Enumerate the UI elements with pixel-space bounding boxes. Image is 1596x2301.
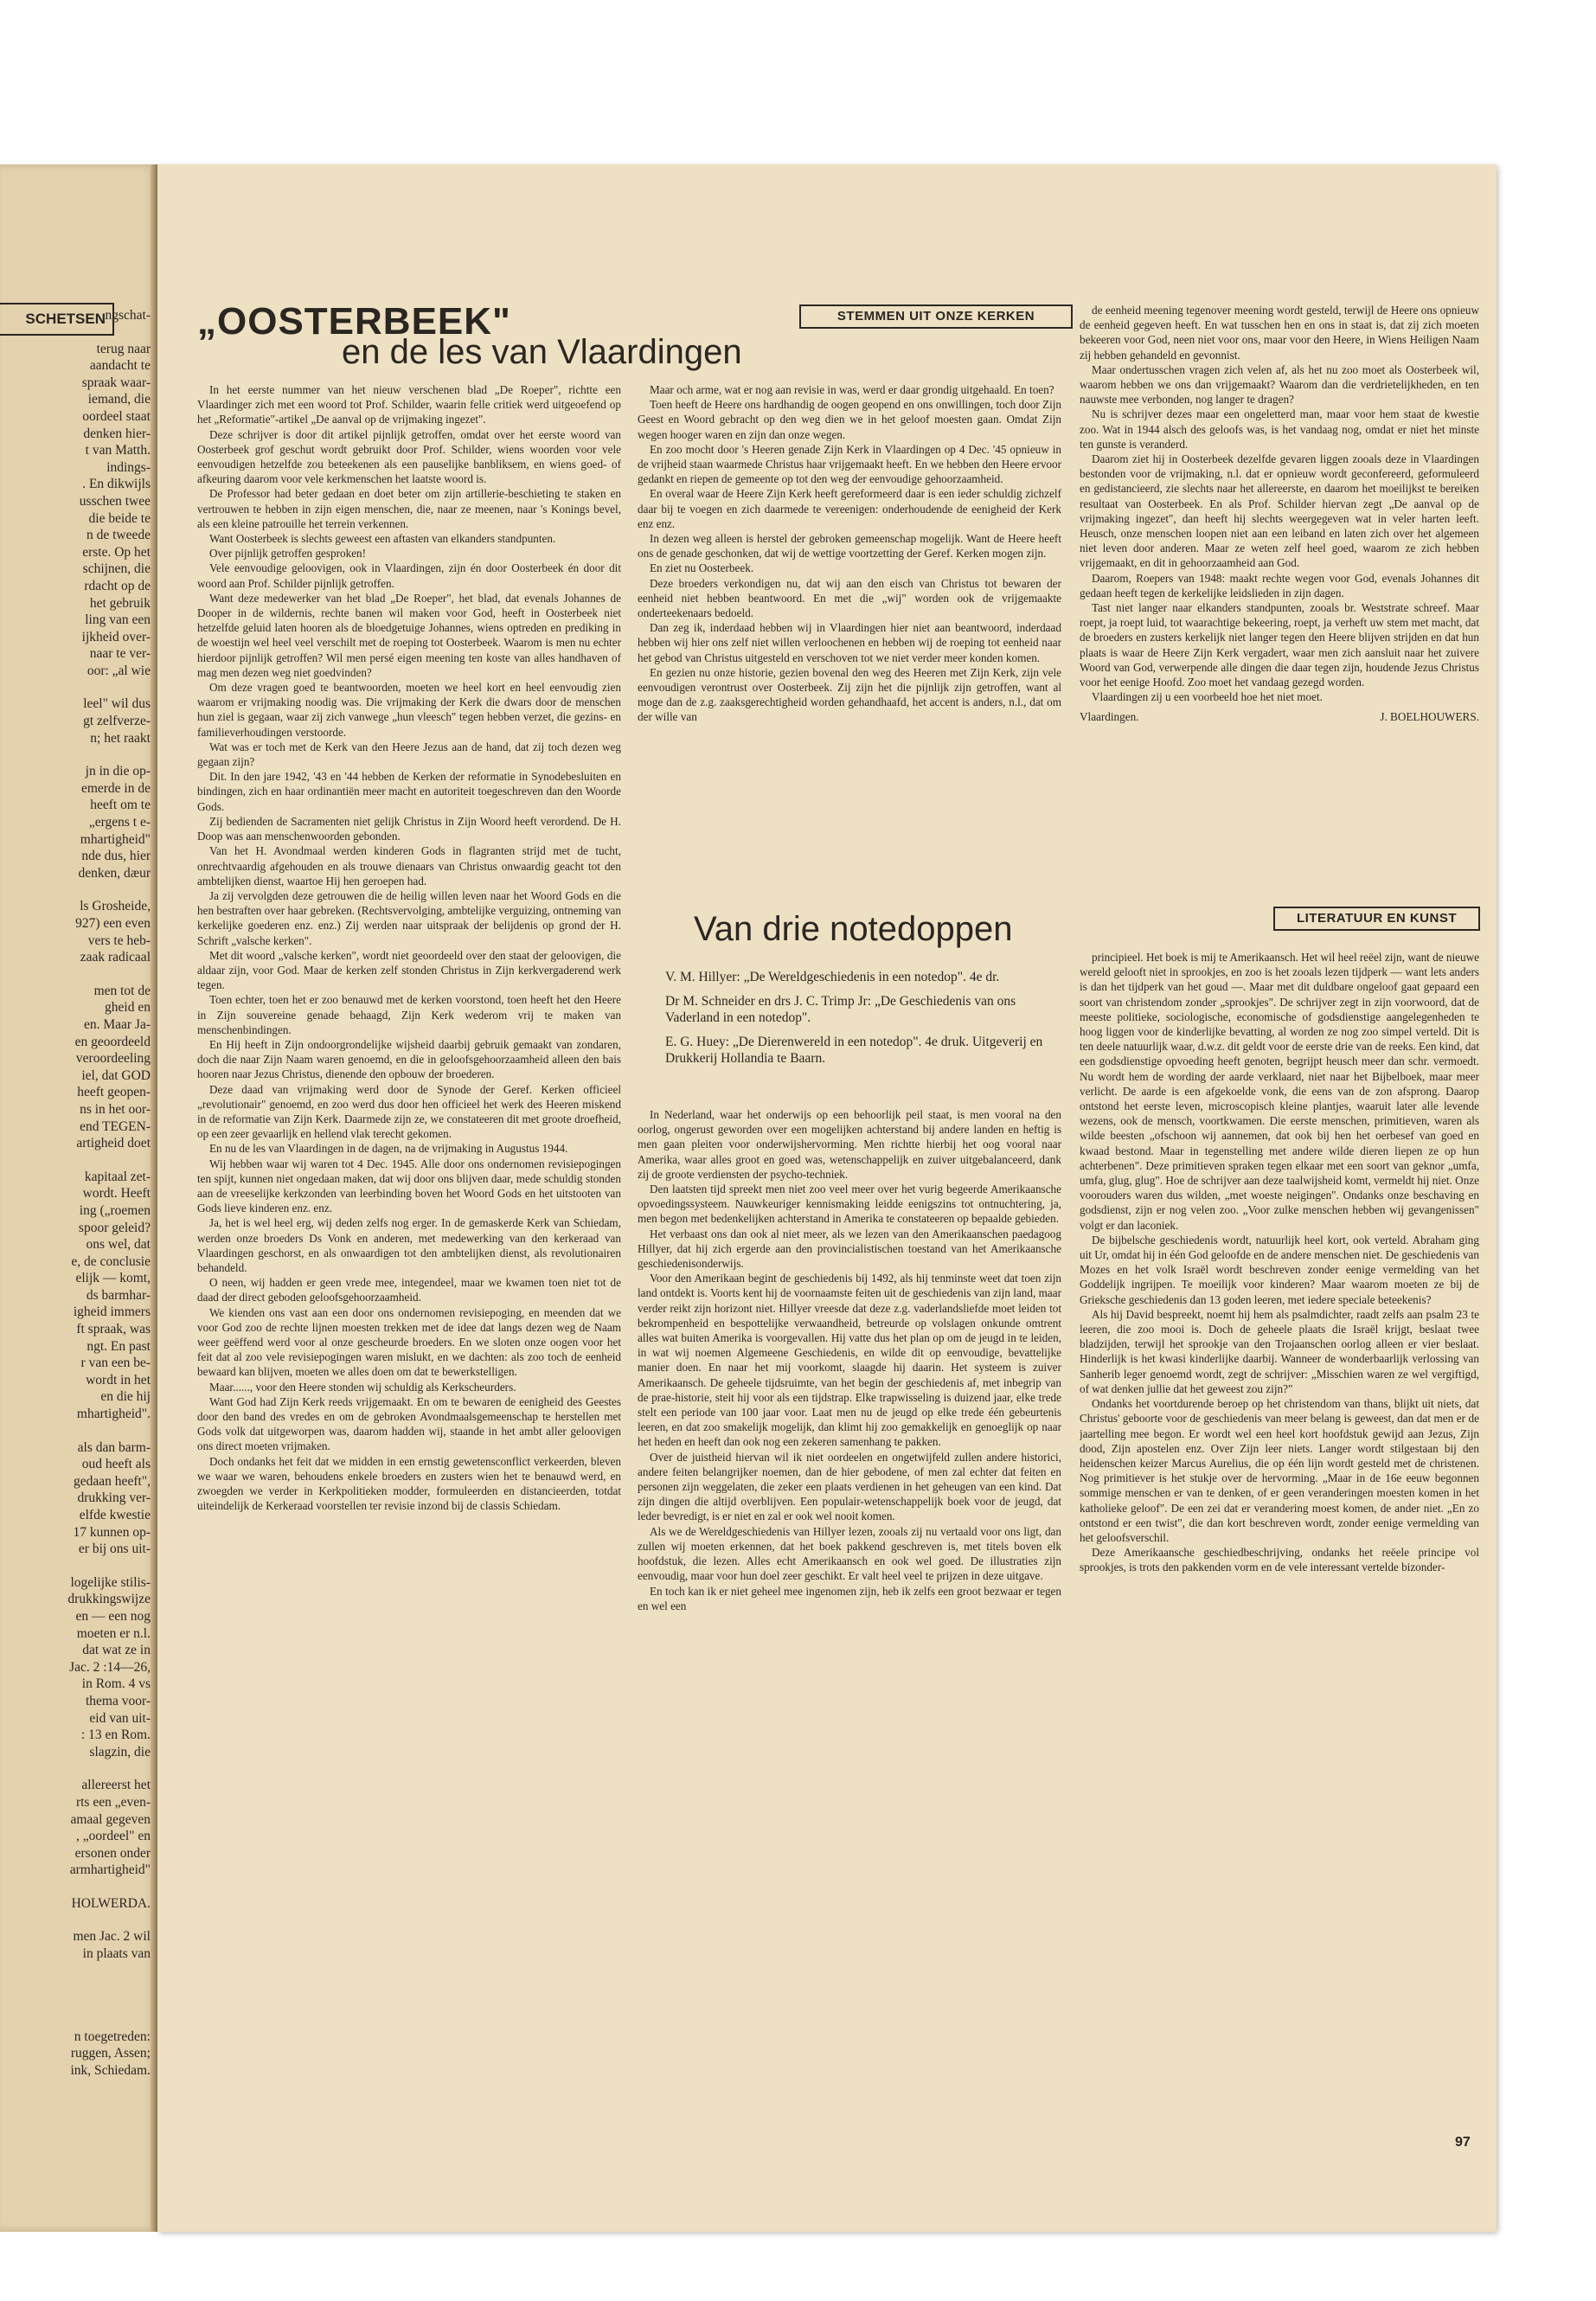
text-line: denken, dæur (78, 865, 151, 881)
text-line: elijk — komt, (75, 1271, 151, 1286)
paragraph: En zoo mocht door 's Heeren genade Zijn Kerk in Vlaardingen op 4 Dec. '45 opnieuw in de vrijheid staan waarmede Christus haar vrijgemaakt heeft. En we hebben den Heere ervoor gedankt en riepen de gemeente op tot den weg der eenvoudige gehoorzaamheid. (638, 442, 1061, 486)
paragraph: principieel. Het boek is mij te Amerikaansch. Het wil heel reëel zijn, want de nieuwe wereld gelooft niet in sprookjes, en zoo is het zooals lezen tijdperk — want lets anders is dan het tijdperk van het goud —. Maar met dit duldbare ongeloof gaat gepaard een soort van christendom zonder „sprookjes". De schrijver zegt in zijn voorwoord, dat de meeste politieke, sociologische, economische of godsdienstige aangelegenheden te hoog liggen voor de kinderlijke bevatting, al worden ze nog zoo simpel verteld. Dit is ten deele natuurlijk waar, d.w.z. dit geldt voor de eerste drie van de reeks. Een kind, dat een godsdienstige opvoeding heeft genoten, begrijpt heusch meer dan schr. vermoedt. Nu wordt hem de wording der aarde verklaard, niet naar het Bijbelboek, maar meer verlicht. De aarde is een afgekoelde vonk, die eens van de zon afsprong. Daarop ontstond het eerste leven, microscopisch kleine plantjes, waaruit later alle levende wezens, ook de mensch, voortkwamen. Die eerste menschen, primitieven, waren als wilde beesten „ofschoon wij aannemen, dat ook bij hen het oerbesef van goed en kwaad bestond. Maar in tegenstelling met andere wilde dieren liepen ze op hun achterbenen". Deze primitieven spraken tegen elkaar met een soort van geknor „umfa, umfa, glug, glug". Hoe de schrijver aan deze taalwijsheid komt, vermeldt hij niet. Onze voorouders waren dus wilden, „met woeste neigingen". Ondanks onze beschaving en godsdienst, zijn er nog velen zoo. „Voor zulke menschen hebben wij gevangenissen" volgt er dan laconiek. (1080, 951, 1479, 1232)
paragraph: In het eerste nummer van het nieuw verschenen blad „De Roeper", richtte een Vlaardinger zich met een woord tot Prof. Schilder, waarin felle critiek werd uitgeoefend op het „Reformatie"-artikel „De aanval op de vrijmaking ingezet". (197, 383, 621, 426)
paragraph: Deze Amerikaansche geschiedbeschrijving, ondanks het reëele principe vol sprookjes, is trots den pakkenden vorm en de vele interessant vertelde bizonder- (1080, 1546, 1479, 1574)
paragraph: En overal waar de Heere Zijn Kerk heeft gereformeerd daar is een ieder schuldig zichzelf daar bij te voegen en zich daarmede te vereenigen: onderhoudende de eenigheid der Kerk enz enz. (638, 487, 1061, 530)
text-line: wordt in het (86, 1372, 151, 1388)
signature-place: Vlaardingen. (1080, 710, 1139, 724)
text-line: drukking ver- (77, 1490, 151, 1506)
text-line: emerde in de (80, 780, 151, 796)
paragraph: Toen echter, toen het er zoo benauwd met de kerken voorstond, toen heeft het den Heere in Zijn souvereine genade behaagd, Zijn Kerk wederom vrij te maken van menschenbindingen. (197, 993, 621, 1036)
paragraph: V. M. Hillyer: „De Wereldgeschiedenis in een notedop". 4e dr. (665, 970, 1000, 984)
paragraph: Maar ondertusschen vragen zich velen af, als het nu zoo moet als Oosterbeek wil, waarom hebben we ons dan vrijgemaakt? Waarom dan die verdrietelijkheden, en ten nauwste mee verbonden, nog langer te dragen? (1080, 362, 1479, 407)
paragraph: E. G. Huey: „De Dierenwereld in een notedop". 4e druk. Uitgeverij en Drukkerij Hollandia te Baarn. (665, 1034, 1043, 1066)
text-line (3, 1152, 151, 1169)
text-line: spoor geleid? (78, 1220, 151, 1235)
paragraph: Ja, het is wel heel erg, wij deden zelfs nog erger. In de gemaskerde Kerk van Schiedam, werden onze broeders Ds Vonk en anderen, met medewerking van den kerkeraad van Vlaardingen geschorst, en als onwaardigen tot den ambtelijken dienst, als revolutionairen behandeld. (197, 1216, 621, 1274)
paragraph: Ondanks het voortdurende beroep op het christendom van thans, blijkt uit niets, dat Christus' geboorte voor de geschiedenis van meer belang is geweest, dan dat men er de jaartelling mee begon. Er wordt wel een heel kort hoofdstuk gewijd aan Jezus, Zijn dood, Zijn apostelen enz. Over Zijn leer niets. Langer wordt stilgestaan bij den heidenschen keizer Marcus Aurelius, die op één lijn wordt gesteld met de christenen. Nog primitiever is het stukje over de hervorming. „Maar in de 16e eeuw begonnen sommige menschen er van te denken, of er geen veranderingen moesten komen in het katholieke geloof". De een zei dat er verandering moest komen, de ander niet. „En zo ontstond er een twist", die dan kort beschreven wordt, zonder eenige vermelding van het geloofsverschil. (1080, 1397, 1479, 1544)
section-label-stemmen: STEMMEN UIT ONZE KERKEN (799, 304, 1073, 329)
paragraph: Voor den Amerikaan begint de geschiedenis bij 1492, als hij tenminste weet dat toen zijn land ontdekt is. Voorts kent hij de voornaamste feiten uit de geschiedenis van zijn land, maar verder reikt zijn horizont niet. Hillyer vreesde dat deze z.g. vaderlandsliefde moet leiden tot bekrompenheid en bespottelijke verwaandheid, betreurde op volslagen onkunde omtrent alles wat buiten Amerika is voorgevallen. Hij vatte dus het plan op om de jeugd in te leiden, in wat wij noemen Algemeene Geschiedenis, en wilde dit op eenvoudige, bevattelijke manier doen. En naar het mij voorkomt, slaagde hij daarin. Het systeem is zuiver Amerikaansch. De geheele tijdsruimte, van het begin der geschiedenis af, met inbegrip van de prae-historie, steit hij voor als een tijdstrap. Elke trapwisseling is duizend jaar, elke trede stelt een periode van 100 jaar voor. Laat men nu de jeugd op elke trede één gebeurtenis leeren, en dat zoo smakelijk mogelijk, dan klimt hij zoo gemakkelijk en genoeglijk op naar het heden en heeft dan ook nog een zekeren samenhang te pakken. (638, 1272, 1061, 1449)
text-line: jn in die op- (85, 764, 151, 779)
text-line: n de tweede (86, 528, 151, 543)
text-line: „ergens t e- (88, 815, 151, 830)
text-line: 17 kunnen op- (73, 1524, 151, 1540)
page-fold-shadow (151, 164, 157, 2232)
paragraph: Dr M. Schneider en drs J. C. Trimp Jr: „De Geschiedenis van ons Vaderland in een notedop". (665, 993, 1016, 1025)
text-line: , „oordeel" en (76, 1829, 151, 1844)
text-line: : 13 en Rom. (80, 1727, 151, 1743)
page-number: 97 (1455, 2135, 1471, 2150)
text-line: zaak radicaal (80, 950, 151, 965)
text-line: Jac. 2 :14—26, (69, 1659, 151, 1675)
text-line: het gebruik (89, 595, 151, 611)
text-line: igheid immers (73, 1304, 151, 1320)
paragraph: Maar och arme, wat er nog aan revisie in was, werd er daar grondig uitgehaald. En toen? (650, 383, 1054, 396)
paragraph: Met dit woord „valsche kerken", wordt niet geoordeeld over den staat der geloovigen, die aldaar zijn, voor God. Maar de kerken zelf stonden Christus in Zijn kerkvergaderend werk tegen. (197, 948, 621, 992)
text-line: in plaats van (82, 1946, 151, 1962)
text-line (3, 881, 151, 898)
text-line: iemand, die (87, 392, 151, 407)
text-line: t van Matth. (85, 443, 151, 458)
article-title-notedoppen: Van drie notedoppen (694, 910, 1013, 948)
article1-column-2 (638, 382, 1061, 867)
text-line: mhartigheid". (76, 1407, 151, 1422)
paragraph: Nu is schrijver dezes maar een ongeletterd man, maar voor hem staat de kwestie zoo. Wat in 1944 alsch des geloofs was, is het vandaag nog, omdat er niet het minste ten gunste is veranderd. (1080, 407, 1479, 451)
paragraph: Toen heeft de Heere ons hardhandig de oogen geopend en ons onwillingen, toch door Zijn Geest en Woord gebracht op den weg dien we in het geloof moesten gaan. Omdat Zijn wegen hooger waren en zijn dan onze wegen. (638, 398, 1061, 441)
text-line (3, 2012, 151, 2029)
text-line: mhartigheid" (80, 831, 151, 847)
text-line: terug naar (96, 341, 151, 356)
section-label-literatuur: LITERATUUR EN KUNST (1273, 907, 1480, 931)
text-line: ons wel, dat (86, 1237, 151, 1253)
paragraph: Tast niet langer naar elkanders standpunten, zooals br. Weststrate schreef. Maar roept, ja roept luid, tot waarachtige bekeering, roept, ja verheft uw stem met macht, dat de broeders en zusters kerkelijk niet langer tegen den Heere blijven strijden en dat hun plaats is waar de Heere Zijn Kerk vergadert, waar men zich aansluit naar het zuivere Woord van God, verwerpende alle dingen die daar tegen zijn, houdende Jezus Christus voor het eenige Hoofd. Zoo moet het vandaag gezegd worden. (1080, 601, 1479, 689)
text-line: allereerst het (81, 1778, 151, 1793)
paragraph: Want deze medewerker van het blad „De Roeper", het blad, dat evenals Johannes de Dooper in de wildernis, rechte banen wil maken voor God, heeft in Oosterbeek niet hetzelfde geluid laten hooren als de bloedgetuige Johannes, wiens optreden en prediking in de woestijn wel heel veel verschilt met de roeping tot Oosterbeek. Waarom is men nu echter hierdoor pijnlijk getroffen? Wil men persé eigen meening ten koste van alles handhaven of mag men dezen weg niet goedvinden? (197, 591, 621, 679)
text-line (3, 324, 151, 341)
text-line: ngschat- (105, 308, 151, 323)
text-line: ft spraak, was (76, 1322, 151, 1337)
text-line: armhartigheid" (69, 1862, 151, 1878)
paragraph: Vlaardingen zij u een voorbeeld hoe het niet moet. (1092, 690, 1323, 704)
paragraph: In Nederland, waar het onderwijs op een behoorlijk peil staat, is men vooral na den oorlog, ongerust geworden over een mogelijken achterstand bij andere landen en heftig is men gaan pleiten voor onderwijshervorming. Men richtte hierbij het oog vooral naar Amerika, waar alles groot en goed was, wetenschappelijk en zuiver uitgebalanceerd, dank zij de groote verdiensten der psycho-techniek. (638, 1108, 1061, 1181)
paragraph: In dezen weg alleen is herstel der gebroken gemeenschap mogelijk. Want de Heere heeft ons de genade geschonken, dat wij de wettige voortzetting der Geref. Kerken mogen zijn. (638, 532, 1061, 561)
text-line: die beide te (88, 510, 151, 526)
text-line: HOLWERDA. (71, 1895, 151, 1911)
article2-column-2 (638, 1107, 1061, 2128)
text-line: eid van uit- (89, 1710, 151, 1726)
text-line: nde dus, hier (81, 849, 151, 864)
text-line: kapitaal zet- (84, 1169, 151, 1184)
text-line: ngt. En past (87, 1338, 151, 1354)
text-line: ls Grosheide, (80, 899, 151, 914)
text-line: slagzin, die (89, 1744, 151, 1759)
text-line: iel, dat GOD (81, 1067, 151, 1083)
text-line: spraak waar- (81, 375, 151, 390)
paragraph: Deze daad van vrijmaking werd door de Synode der Geref. Kerken officieel „revolutionair" genoemd, en zoo werd dus door hen officieel het werk des Heeren miskend in de reformatie van Zijn Kerk. Daarmede zijn ze, we constateeren dit met groote droefheid, op een zeer gevaarlijk en hellend vlak terecht gekomen. (197, 1082, 621, 1141)
text-line: ruggen, Assen; (70, 2046, 151, 2061)
text-line: en — een nog (75, 1608, 151, 1624)
text-line: ling van een (85, 612, 151, 628)
text-line: als dan barm- (77, 1439, 151, 1455)
text-line: oud heeft als (81, 1457, 151, 1472)
paragraph: Om deze vragen goed te beantwoorden, moeten we heel kort en heel eenvoudig zien waarom er vrijmaking noodig was. Die vrijmaking der Kerk die dwars door de menschen hun ziel is gegaan, waar zij zich vanwege „hun vleesch" tegen hebben verzet, die gezins- en familieverhoudingen verstoorde. (197, 681, 621, 739)
text-line: men tot de (93, 983, 151, 998)
paragraph: Want God had Zijn Kerk reeds vrijgemaakt. En om te bewaren de eenigheid des Geestes door den band des vredes en om de gebroken Avondmaalsgemeenschap te herstellen met Gods volk dat uitgeworpen was, daarom hadden wij, staande in het ambt aller geloovigen ons direct moeten vrijmaken. (197, 1394, 621, 1453)
text-line: ing („roemen (79, 1202, 151, 1218)
text-line: naar te ver- (89, 646, 151, 662)
text-line: heeft om te (90, 798, 151, 813)
text-line: aandacht te (89, 358, 151, 374)
text-line (3, 1558, 151, 1574)
text-line: oor: „al wie (87, 663, 151, 678)
text-line (3, 747, 151, 763)
text-line: n; het raakt (90, 730, 151, 746)
book-references (665, 969, 1046, 1074)
text-line: moeten er n.l. (76, 1625, 151, 1641)
text-line: er bij ons uit- (78, 1541, 151, 1557)
text-line (3, 1963, 151, 1979)
text-line: end TEGEN- (80, 1118, 151, 1134)
article-title-oosterbeek: „OOSTERBEEK" (197, 300, 511, 343)
paragraph: En Hij heeft in Zijn ondoorgrondelijke wijsheid daarbij gebruik gemaakt van zondaren, doch die naar Zijn Naam waren genoemd, en die in geloofsgehoorzaamheid alleen den bais hooren naar Jezus Christus, dienende den opbouw der broederen. (197, 1037, 621, 1081)
paragraph: Want Oosterbeek is slechts geweest een aftasten van elkanders standpunten. (209, 532, 556, 546)
text-line: ink, Schiedam. (70, 2062, 151, 2078)
text-line (3, 1760, 151, 1777)
signature-name: J. BOELHOUWERS. (1380, 710, 1479, 724)
text-line: en die hij (100, 1389, 151, 1405)
paragraph: Doch ondanks het feit dat we midden in een ernstig gewetensconflict verkeerden, bleven we waar we waren, behoudens enkele broeders en zusters wien het te benauwd werd, en zwoegden we verder in Kerkpolitieken modder, formuleerden en distancieerden, totdat uiteindelijk de Kerkeraad voorstellen ter revisie inzond bij de classis Schiedam. (197, 1454, 621, 1513)
paragraph: Den laatsten tijd spreekt men niet zoo veel meer over het vurig begeerde Amerikaansche opvoedingssysteem. Nauwkeuriger kennismaking leidde eenigszins tot ontnuchtering, ja, men begon met bedenkelijken achterstand in Amerika te constateeren op bepaalde gebieden. (638, 1183, 1061, 1226)
text-line: schijnen, die (82, 561, 151, 577)
paragraph: En ziet nu Oosterbeek. (650, 561, 754, 575)
text-line: men Jac. 2 wil (73, 1929, 151, 1945)
text-line: erste. Op het (82, 544, 151, 560)
text-line: logelijke stilis- (70, 1574, 151, 1590)
text-line: n toegetreden: (74, 2029, 151, 2044)
text-line: leel" wil dus (83, 696, 151, 712)
text-line: thema voor- (85, 1693, 151, 1708)
paragraph: De bijbelsche geschiedenis wordt, natuurlijk heel kort, ook verteld. Abraham ging uit Ur, omdat hij in één God geloofde en de andere menschen niet. De geschiedenis van Mozes en het volk Israël wordt beschreven zonder eenige vermelding van het Goddelijk ingrijpen. Te moeilijk voor kinderen? Maar waarom moeten ze bij de Grieksche geschiedenis dan 13 goden leeren, met iedere speciale beteekenis? (1080, 1233, 1479, 1306)
paragraph: de eenheid meening tegenover meening wordt gesteld, terwijl de Heere ons opnieuw de eenheid gegeven heeft. En wat tusschen hen en ons in staat is, dat zij zich moeten bekeeren voor God, neen niet voor ons, maar voor den Heere, in Wiens Heiligen Naam zij hebben gehandeld en gevonnist. (1080, 304, 1479, 362)
paragraph: Als hij David bespreekt, noemt hij hem als psalmdichter, raadt zelfs aan psalm 23 te leeren, die zoo mooi is. Doch de geheele plaats die Israël krijgt, beslaat twee bladzijden, terwijl het sprookje van den Trojaanschen oorlog alleen er vier beslaat. Hinderlijk is het kwasi kinderlijke daarbij. Wanneer de wonderbaarlijk verlossing van Sanherib leger genoemd wordt, zegt de schrijver: „Misschien waren ze wel vergiftigd, of wat denken jullie dat het geweest zou zijn?" (1080, 1307, 1479, 1395)
text-line (3, 1879, 151, 1895)
text-line: e, de conclusie (71, 1253, 151, 1269)
text-line (3, 1423, 151, 1439)
paragraph: We kienden ons vast aan een door ons ondernomen revisiepoging, en meenden dat we voor God zoo de rechte lijnen moesten trekken met de idee dat langs dezen weg de Naam weer geëffend werd voor al onze gescheurde broeders. En we sloten onze oogen voor het feit dat al zoo vele revisiepogingen waren mislukt, en we dachten: als zoo toch de eenheid bewaard kan blijven, moeten we alles doen om dat te bewerkstelligen. (197, 1305, 621, 1379)
text-line: elfde kwestie (79, 1508, 151, 1522)
paragraph: Wij hebben waar wij waren tot 4 Dec. 1945. Alle door ons ondernomen revisiepogingen ten spijt, kunnen niet ongedaan maken, dat wij door ons blijven daar, mede schuldig stonden aan de vreeselijke kerkzonden van leerbinding boven het Woord Gods en het uitstooten van Gods lieve kinderen enz. enz. (197, 1157, 621, 1215)
text-line: 927) een even (75, 916, 151, 931)
paragraph: Dan zeg ik, inderdaad hebben wij in Vlaardingen hier niet aan beantwoord, inderdaad hebben wij hier ons zelf niet willen verloochenen en hebben wij de roeping tot eenheid naar het gebod van Christus uitgesteld en verschoven tot we niet verder meer konden komen. (638, 621, 1061, 664)
text-line: oordeel staat (82, 408, 151, 424)
paragraph: En gezien nu onze historie, gezien bovenal den weg des Heeren met Zijn Kerk, zijn vele eenvoudigen verontrust over Oosterbeek. Zij zijn het die pijnlijk zijn getroffen, want al moge dan de z.g. zaaksgerechtigheid worden gehandhaafd, het accent is anders, n.l., dat om der wille van (638, 665, 1061, 724)
paragraph: De Professor had beter gedaan en doet beter om zijn artillerie-beschieting te staken en vertrouwen te hebben in zijn eigen menschen, die, naar ze meenen, naar 's Konings bevel, als een kleine patrouille het terrein verkennen. (197, 487, 621, 530)
previous-page-text-column (3, 307, 151, 2079)
paragraph: Over pijnlijk getroffen gesproken! (209, 547, 367, 561)
text-line: wordt. Heeft (82, 1186, 151, 1202)
signature-line (1080, 709, 1479, 724)
text-line (3, 1996, 151, 2012)
text-line: en. Maar Ja- (83, 1016, 151, 1032)
paragraph: Het verbaast ons dan ook al niet meer, als we lezen van den Amerikaanschen paedagoog Hillyer, dat hij zich ergerde aan den provincialistischen toestand van het Amerikaansche geschiedenisonderwijs. (638, 1227, 1061, 1271)
text-line: usschen twee (79, 493, 151, 509)
text-line: r van een be- (80, 1356, 151, 1371)
paragraph: Vele eenvoudige geloovigen, ook in Vlaardingen, zijn én door Oosterbeek én door dit woord aan Prof. Schilder pijnlijk getroffen. (197, 561, 621, 590)
paragraph: Maar......, voor den Heere stonden wij schuldig als Kerkscheurders. (209, 1380, 516, 1394)
text-line: gedaan heeft", (74, 1473, 151, 1489)
text-line: gheid en (105, 1000, 151, 1016)
section-label-schetsen: SCHETSEN (0, 303, 114, 336)
newspaper-page (157, 164, 1497, 2232)
article1-column-3 (1080, 303, 1479, 891)
paragraph: Deze schrijver is door dit artikel pijnlijk getroffen, omdat over het eerste woord van Oosterbeek grof geschut wordt gebruikt door Prof. Schilder, wiens woorden voor vele eenvoudigen hetzelfde zou beteekenen als een pauselijke banbliksem, en wiens goed- of afkeuring daarom voor vele kerkmenschen het laatste woord is. (197, 427, 621, 486)
text-line: rts een „even- (75, 1794, 151, 1810)
text-line: in Rom. 4 vs (81, 1676, 151, 1692)
text-line: rdacht op de (84, 578, 151, 593)
text-line: dat wat ze in (82, 1643, 151, 1658)
paragraph: Dit. In den jare 1942, '43 en '44 hebben de Kerken der reformatie in Synodebesluiten en bindingen, zich en haar ordinantiën meer macht en autoriteit toegeschreven dan den Woorde Gods. (197, 770, 621, 813)
text-line: en geoordeeld (74, 1034, 151, 1049)
text-line: . En dikwijls (82, 477, 151, 492)
text-line (3, 1912, 151, 1928)
article1-column-1 (197, 382, 621, 2130)
paragraph: Daarom ziet hij in Oosterbeek dezelfde gevaren liggen zooals deze in Vlaardingen bestonden voor de vrijmaking, n.l. dat er opnieuw wordt geconfereerd, geformuleerd en gedistancieerd, zie slechts naar het allereerste, en daarom het moeilijkst te bereiken resultaat van Oosterbeek. En als Prof. Schilder hiervan zegt „De aanval op de vrijmaking ingezet", dan heeft hij slechts weergegeven wat in veler harten leeft. Heusch, onze menschen loopen niet aan een leiband en laten zich over het algemeen niet leven door anderen. Maar ze weten zelf heel goed, waarom ze zich hebben vrijgemaakt, en dit in gehoorzaamheid aan God. (1080, 452, 1479, 570)
paragraph: Wat was er toch met de Kerk van den Heere Jezus aan de hand, dat zij toch dezen weg gegaan zijn? (197, 740, 621, 769)
paragraph: Als we de Wereldgeschiedenis van Hillyer lezen, zooals zij nu vertaald voor ons ligt, dan zullen wij moeten erkennen, dat het boek pakkend geschreven is, met titels boven elk hoofdstuk, die lezen. Alles echt Amerikaansch en ook wel goed. De illustraties zijn eenvoudig, maar voor hun doel zeer geschikt. Er valt heel veel te prijzen in deze uitgave. (638, 1524, 1061, 1583)
text-line: veroordeeling (75, 1051, 151, 1067)
paragraph: En nu de les van Vlaardingen in de dagen, na de vrijmaking in Augustus 1944. (209, 1142, 568, 1156)
previous-page-fragment (0, 164, 157, 2232)
text-line: denken hier- (83, 426, 151, 441)
text-line: gt zelfverze- (83, 714, 151, 729)
paragraph: Van het H. Avondmaal werden kinderen Gods in flagranten strijd met de tucht, onrechtvaardig afgehouden en als trouwe dienaars van Christus onwaardig geacht tot den ambtelijken dienst, waartoe Hij hen geroepen had. (197, 844, 621, 888)
text-line: vers te heb- (87, 933, 151, 948)
paragraph: En toch kan ik er niet geheel mee ingenomen zijn, heb ik zelfs een groot bezwaar er tegen en wel een (638, 1584, 1061, 1612)
text-line: heeft geopen- (77, 1085, 151, 1100)
text-line: ersonen onder (74, 1845, 151, 1861)
article-subtitle: en de les van Vlaardingen (342, 333, 742, 371)
paragraph: O neen, wij hadden er geen vrede mee, integendeel, maar we kwamen toen niet tot de daad der direct geboden geloofsgehoorzaamheid. (197, 1276, 621, 1304)
text-line: amaal gegeven (70, 1811, 151, 1827)
paragraph: Zij bedienden de Sacramenten niet gelijk Christus in Zijn Woord heeft verordend. De H. Doop was aan menschenwoorden gebonden. (197, 814, 621, 843)
text-line (3, 1979, 151, 1996)
text-line (3, 966, 151, 983)
paragraph: Over de juistheid hiervan wil ik niet oordeelen en ongetwijfeld zullen andere historici, andere feiten belangrijker noemen, dan de hier gebodene, of men zal echter dat feiten en personen zijn weggelaten, die zeker een plaats verdienen in het geheugen van een kind. Dat zijn dingen die altijd overblijven. Een populair-wetenschappelijk boek voor de jeugd, dat leder bevredigt, is er niet en zal er ook wel nooit komen. (638, 1450, 1061, 1523)
text-line: ds barmhar- (86, 1287, 151, 1303)
text-line: artigheid doet (76, 1136, 151, 1151)
paragraph: Ja zij vervolgden deze getrouwen die de heilig willen leven naar het Woord Gods en die hen bestraften over haar gebreken. (Rechtsvervolging, ambtelijke verguizing, ontneming van kerkelijke goederen enz. enz.) Zij werden naar uitspraak der belijdenis op grond der H. Schrift „valsche kerken". (197, 888, 621, 947)
paragraph: Daarom, Roepers van 1948: maakt rechte wegen voor God, evenals Johannes dit gedaan heeft tegen de kerkelijke leidslieden in zijn dagen. (1080, 571, 1479, 599)
paragraph: Deze broeders verkondigen nu, dat wij aan den eisch van Christus tot bewaren der eenheid niet hebben beantwoord. En met die „wij" worden ook de vrijgemaakte onderteekenaars bedoeld. (638, 576, 1061, 620)
article2-column-3 (1080, 950, 1479, 2131)
text-line: indings- (106, 459, 151, 475)
text-line: ns in het oor- (80, 1101, 151, 1117)
text-line: drukkingswijze (67, 1592, 151, 1607)
text-line: ijkheid over- (81, 629, 151, 644)
text-line (3, 679, 151, 695)
